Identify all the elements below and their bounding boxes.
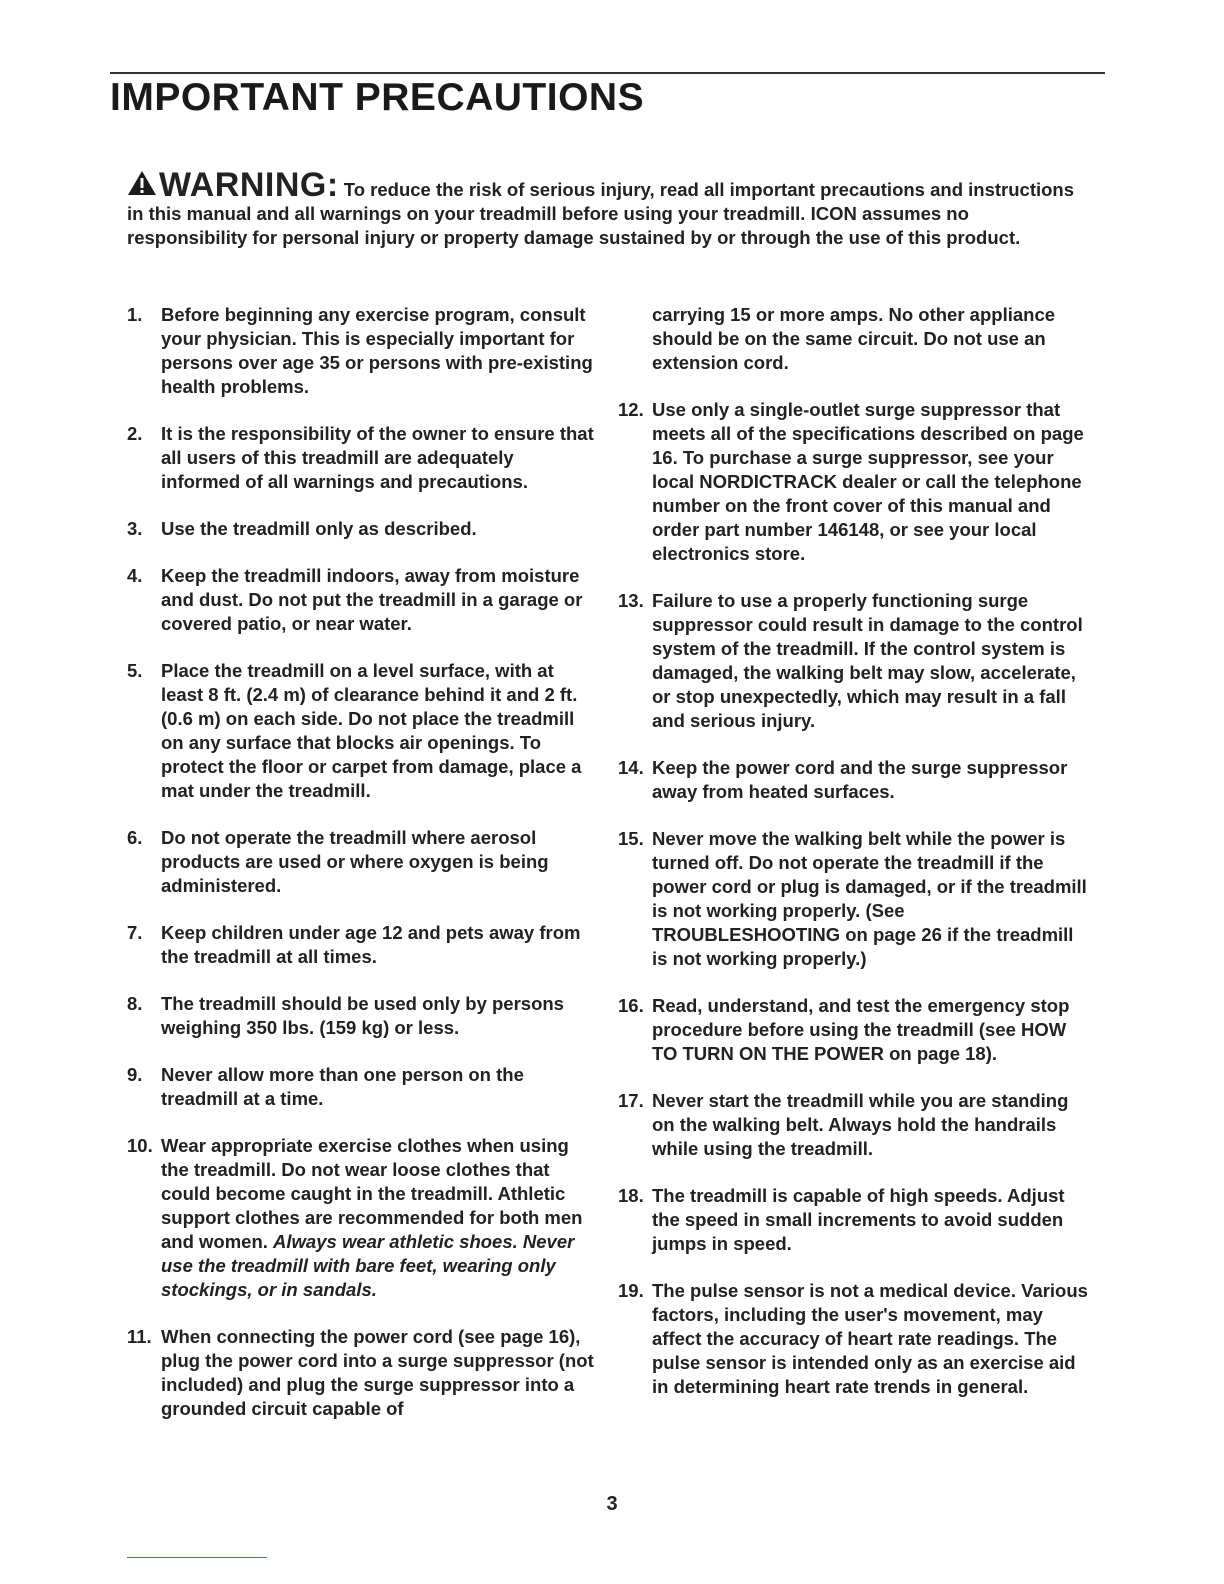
list-item-continued (618, 303, 1088, 375)
warning-text: To reduce the risk of serious injury, read all important precautions and instructions in this manual and all warnings on your treadmill before using your treadmill. ICON assumes no responsibility for personal injury or property damage sustained by or through the use of this product. (127, 179, 1075, 248)
list-item (127, 826, 597, 898)
item-text: Never move the walking belt while the power is turned off. Do not operate the treadmill if the power cord or plug is damaged, or if the treadmill is not working properly. (See TROUBLESHOOTING on page 26 if the treadmill is not working properly.) (652, 828, 1087, 969)
item-text: Use only a single-outlet surge suppressor that meets all of the specifications described on page 16. To purchase a surge suppressor, see your local NORDICTRACK dealer or call the telephone number on the front cover of this manual and order part number 146148, or see your local electronics store. (652, 399, 1084, 564)
item-number: 15. (618, 828, 644, 849)
item-number: 18. (618, 1185, 644, 1206)
item-number: 8. (127, 993, 143, 1014)
item-text: The treadmill should be used only by persons weighing 350 lbs. (159 kg) or less. (161, 993, 564, 1038)
list-item (618, 1184, 1088, 1256)
list-item (618, 1089, 1088, 1161)
list-item (618, 1279, 1088, 1399)
item-text: Do not operate the treadmill where aerosol products are used or where oxygen is being administered. (161, 827, 549, 896)
item-text: Read, understand, and test the emergency stop procedure before using the treadmill (see HOW TO TURN ON THE POWER on page 18). (652, 995, 1070, 1064)
item-number: 14. (618, 757, 644, 778)
item-number: 17. (618, 1090, 644, 1111)
list-item (618, 994, 1088, 1066)
item-text: Never start the treadmill while you are standing on the walking belt. Always hold the handrails while using the treadmill. (652, 1090, 1069, 1159)
item-number: 16. (618, 995, 644, 1016)
warning-block (127, 166, 1082, 250)
list-item (618, 827, 1088, 971)
item-text: Wear appropriate exercise clothes when using the treadmill. Do not wear loose clothes that could become caught in the treadmill. Athletic support clothes are recommended for both men and women. (161, 1135, 583, 1252)
item-text: Failure to use a properly functioning surge suppressor could result in damage to the control system of the treadmill. If the control system is damaged, the walking belt may slow, accelerate, or stop unexpectedly, which may result in a fall and serious injury. (652, 590, 1083, 731)
item-text: The treadmill is capable of high speeds. Adjust the speed in small increments to avoid sudden jumps in speed. (652, 1185, 1065, 1254)
item-text: carrying 15 or more amps. No other appliance should be on the same circuit. Do not use an extension cord. (652, 304, 1056, 373)
item-text: Before beginning any exercise program, consult your physician. This is especially important for persons over age 35 or persons with pre-existing health problems. (161, 304, 593, 397)
list-item (127, 1325, 597, 1421)
list-item (127, 517, 597, 541)
item-text: It is the responsibility of the owner to ensure that all users of this treadmill are adequately informed of all warnings and precautions. (161, 423, 594, 492)
precautions-column-left (127, 303, 597, 1444)
list-item (127, 1134, 597, 1302)
item-text: Never allow more than one person on the treadmill at a time. (161, 1064, 524, 1109)
item-text: Place the treadmill on a level surface, with at least 8 ft. (2.4 m) of clearance behind it and 2 ft. (0.6 m) on each side. Do not place the treadmill on any surface that blocks air openings. To protect the floor or carpet from damage, place a mat under the treadmill. (161, 660, 582, 801)
page-number: 3 (606, 1493, 618, 1515)
item-number: 6. (127, 827, 143, 848)
item-number: 19. (618, 1280, 644, 1301)
footer-rule (127, 1557, 267, 1558)
list-item (618, 756, 1088, 804)
item-number: 3. (127, 518, 143, 539)
warning-label: WARNING: (159, 166, 339, 204)
list-item (127, 659, 597, 803)
item-number: 10. (127, 1135, 153, 1156)
list-item (127, 564, 597, 636)
list-item (618, 398, 1088, 566)
header-rule (110, 72, 1105, 74)
item-number: 9. (127, 1064, 143, 1085)
item-text: Use the treadmill only as described. (161, 518, 477, 539)
item-text: When connecting the power cord (see page 16), plug the power cord into a surge suppressor (not included) and plug the surge suppressor into a grounded circuit capable of (161, 1326, 594, 1419)
item-text: Keep children under age 12 and pets away from the treadmill at all times. (161, 922, 581, 967)
item-number: 13. (618, 590, 644, 611)
item-number: 5. (127, 660, 143, 681)
item-number: 4. (127, 565, 143, 586)
page-title: IMPORTANT PRECAUTIONS (110, 76, 645, 119)
item-number: 11. (127, 1326, 152, 1347)
precautions-column-right (618, 303, 1088, 1422)
item-text: The pulse sensor is not a medical device. Various factors, including the user's movement, may affect the accuracy of heart rate readings. The pulse sensor is intended only as an exercise aid in determining heart rate trends in general. (652, 1280, 1088, 1397)
list-item (127, 303, 597, 399)
list-item (127, 422, 597, 494)
warning-triangle-icon (127, 170, 157, 196)
list-item (127, 992, 597, 1040)
list-item (127, 921, 597, 969)
item-number: 12. (618, 399, 644, 420)
item-text: Keep the power cord and the surge suppressor away from heated surfaces. (652, 757, 1068, 802)
list-item (618, 589, 1088, 733)
item-emphasis: Always wear athletic shoes. Never use the treadmill with bare feet, wearing only stockings, or in sandals. (161, 1231, 575, 1300)
list-item (127, 1063, 597, 1111)
item-number: 2. (127, 423, 143, 444)
item-number: 1. (127, 304, 143, 325)
item-text: Keep the treadmill indoors, away from moisture and dust. Do not put the treadmill in a garage or covered patio, or near water. (161, 565, 583, 634)
item-number: 7. (127, 922, 143, 943)
